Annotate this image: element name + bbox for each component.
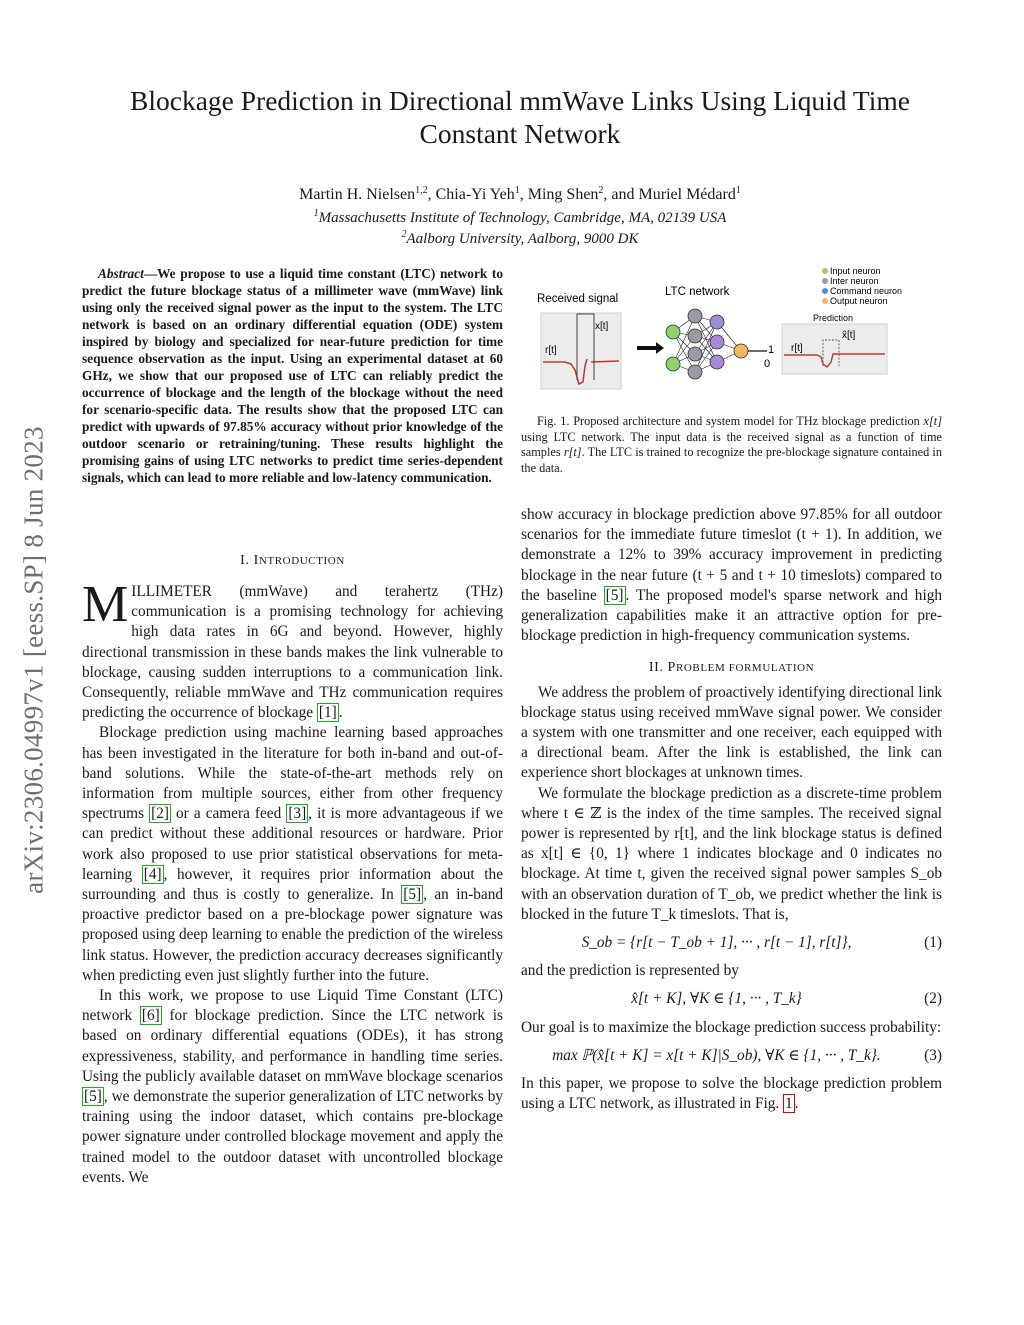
caption-text: using LTC network. The input data is the received signal as a function of time samples <box>521 429 942 459</box>
equation-body: x̂[t + K], ∀K ∈ {1, ··· , T_k} <box>631 990 802 1008</box>
author-affil-mark: 1 <box>514 185 520 196</box>
citation-link[interactable]: [2] <box>151 805 169 823</box>
abstract-text: —We propose to use a liquid time constant (LTC) network to predict the future blockage status of a millimeter wave (mmWave) link using only the received signal power as the input to the system. The LTC network is based on an ordinary differential equation (ODE) system inspired by biology and specialized for near-future prediction for time sequence observation as the input. Using an experimental dataset at 60 GHz, we show that our proposed use of LTC can reliably predict the occurrence of blockage and the length of the blockage without the need for scenario-specific data. The results show that the proposed LTC can predict with upwards of 97.85% accuracy without prior knowledge of the outdoor scenario or retraining/tuning. These results highlight the promising gains of using LTC networks to predict time series-dependent signals, which can lead to more reliable and low-latency communication. <box>82 266 503 485</box>
author-name: Martin H. Nielsen <box>299 186 416 203</box>
command-neuron <box>710 355 724 369</box>
section-heading-introduction <box>82 553 503 569</box>
paragraph-text: or a camera feed <box>170 805 287 823</box>
command-neuron <box>710 315 724 329</box>
command-neuron <box>710 335 724 349</box>
paragraph-text: , we demonstrate the superior generalization of LTC networks by training using the indoor dataset, which contains pre-blockage power signature under controlled blockage movement and apply the trained model to the outdoor dataset with uncontrolled blockage events. We <box>82 1088 503 1186</box>
affil-mark: 1 <box>313 208 319 219</box>
right-paragraph-6 <box>521 1074 942 1114</box>
ltc-network-label: LTC network <box>665 286 730 298</box>
author-name: Muriel Médard <box>638 186 736 203</box>
intro-paragraph-2 <box>82 723 503 986</box>
legend-command-neuron: Command neuron <box>830 286 903 296</box>
prediction-r-t-label: r[t] <box>791 343 803 354</box>
equation-number: (3) <box>924 1046 942 1064</box>
right-paragraph-4: and the prediction is represented by <box>521 962 739 980</box>
right-paragraph-1 <box>521 505 942 646</box>
inter-neuron <box>688 347 702 361</box>
received-signal-trace <box>591 361 619 362</box>
citation-link[interactable]: [4] <box>143 865 162 883</box>
legend-inter-neuron: Inter neuron <box>830 276 879 286</box>
drop-cap: M <box>82 576 129 633</box>
section-heading-initial: I <box>253 553 259 568</box>
section-number: I. <box>240 553 254 568</box>
paragraph-text: Blockage prediction using machine learning based approaches has been investigated in the literature for both in-band and out-of-band solutions. While the state-of-the-art methods rely on information from multiple sources, either from other frequency spectrums <box>82 724 503 823</box>
input-neuron <box>666 357 680 371</box>
left-column-body <box>82 576 504 1188</box>
inter-neuron <box>688 365 702 379</box>
inter-neuron-legend-dot <box>822 278 828 284</box>
section-heading-problem-formulation <box>521 658 942 678</box>
paragraph-text: show accuracy in blockage prediction above 97.85% for all outdoor scenarios for the immediate future timeslot (t + 1). In addition, we demonstrate a 12% to 39% accuracy improvement in predicting blockage in the near future (t + 5 and t + 10 timeslots) compared to the baseline <box>521 506 942 604</box>
prediction-label: Prediction <box>813 313 854 323</box>
citation-link[interactable]: [5] <box>605 586 624 604</box>
author-name: Chia-Yi Yeh <box>435 186 515 203</box>
input-neuron <box>666 325 680 339</box>
affiliation-text: Aalborg University, Aalborg, 9000 DK <box>406 231 639 247</box>
abstract-lead: Abstract <box>98 266 144 281</box>
intro-paragraph-3 <box>82 986 503 1188</box>
paragraph-text: , an in-band proactive predictor based on a pre-blockage power signature was proposed using deep learning to enable the prediction of the wireless link status. However, the prediction accuracy decreases significantly when predicting even just slightly further into the future. <box>82 886 504 984</box>
author-list: Martin H. Nielsen$^{1,2}$, Chia-Yi Yeh$^1$, Ming Shen$^2$, and Muriel Médard$^1$ <box>299 185 741 203</box>
r-t-label: r[t] <box>545 345 557 356</box>
paragraph-text: . <box>794 1095 799 1113</box>
network-connections <box>673 316 741 372</box>
received-signal-plot <box>541 313 621 389</box>
citation-link[interactable]: [6] <box>141 1007 160 1025</box>
equation-body: S_ob = {r[t − T_ob + 1], ··· , r[t − 1], r[t]}, <box>581 934 852 952</box>
affil-mark: 2 <box>401 229 407 240</box>
equation-3 <box>521 1046 942 1066</box>
section-heading-rest: NTRODUCTION <box>258 555 345 567</box>
x-t-label: x[t] <box>595 321 609 332</box>
x-hat-label: x̂[t] <box>842 330 856 341</box>
paragraph-text: . The proposed model's sparse network and high generalization capabilities make it an attractive option for pre-blockage prediction in high-frequency communication systems. <box>521 586 942 645</box>
paragraph-text: , however, it requires prior information about the surrounding and thus is costly to generalize. In <box>82 865 503 904</box>
legend-input-neuron: Input neuron <box>830 266 881 276</box>
paper-title <box>60 84 980 150</box>
paragraph-text: for blockage prediction. Since the LTC network is based on ordinary differential equations (ODEs), it has strong expressiveness, stability, and performance in handling time series. Using the publicly available dataset on mmWave blockage scenarios <box>82 1007 503 1085</box>
output-one-label: 1 <box>768 344 775 356</box>
section-heading-rest: FORMULATION <box>728 662 815 675</box>
affiliation-2 <box>60 224 980 250</box>
arxiv-side-stamp <box>14 360 54 960</box>
section-heading-rest: ROBLEM <box>675 662 729 675</box>
arxiv-identifier: arXiv:2306.04997v1 [eess.SP] 8 Jun 2023 <box>18 426 49 894</box>
equation-2 <box>521 989 942 1009</box>
title-line-1: Blockage Prediction in Directional mmWave Links Using Liquid Time <box>130 85 910 116</box>
input-arrow <box>637 342 664 354</box>
paragraph-text: ILLIMETER (mmWave) and terahertz (THz) communication is a promising technology for achieving high data rates in 6G and beyond. However, highly directional transmission in these bands makes the link vulnerable to blockage, causing sudden interruptions to a communication link. Consequently, reliable mmWave and THz communication requires predicting the occurrence of blockage <box>82 583 503 722</box>
figure-1-caption <box>521 414 942 476</box>
legend-output-neuron: Output neuron <box>830 296 888 306</box>
intro-paragraph-1 <box>82 576 503 723</box>
paragraph-text: . <box>338 704 343 722</box>
output-neuron-legend-dot <box>822 298 828 304</box>
paragraph-text: , it is more advantageous if we can predict without these additional resources or hardware. Prior work also proposed to use prior statistical observations for meta-learning <box>82 805 503 883</box>
author-affil-mark: 1,2 <box>415 185 428 196</box>
command-neuron-legend-dot <box>822 288 828 294</box>
title-line-2: Constant Network <box>419 118 621 149</box>
right-paragraph-3: We formulate the blockage prediction as a discrete-time problem where t ∈ ℤ is the index of the time samples. The received signal power is represented by r[t], and the link blockage status is defined as x[t] ∈ {0, 1} where 1 indicates blockage and 0 indicates no blockage. At time t, given the received signal power samples S_ob with an observation duration of T_ob, we predict whether the link is blocked in the future T_k timeslots. That is, <box>521 784 942 923</box>
equation-number: (1) <box>924 934 942 952</box>
right-paragraph-2: We address the problem of proactively identifying directional link blockage status using received mmWave signal power. We consider a system with one transmitter and one receiver, each equipped with a directional beam. After the link is established, the link can experience short blockages at unknown times. <box>521 683 943 782</box>
input-arrow-head <box>656 342 664 354</box>
citation-link[interactable]: [1] <box>318 704 337 722</box>
equation-body: max ℙ(x̂[t + K] = x[t + K]|S_ob), ∀K ∈ {1, ··· , T_k}. <box>552 1046 881 1064</box>
equation-number: (2) <box>924 990 942 1008</box>
author-affil-mark: 2 <box>598 185 604 196</box>
caption-label: Fig. 1. <box>537 414 570 428</box>
affiliation-text: Massachusetts Institute of Technology, Cambridge, MA, 02139 USA <box>318 210 727 226</box>
inter-neuron <box>688 329 702 343</box>
paragraph-text: In this work, we propose to use Liquid Time Constant (LTC) network <box>82 987 503 1025</box>
citation-link[interactable]: [3] <box>288 805 307 823</box>
citation-link[interactable]: [5] <box>403 886 422 904</box>
figure-legend <box>822 266 902 306</box>
figure-reference-link[interactable]: 1 <box>785 1095 793 1113</box>
prediction-plot <box>782 324 887 374</box>
citation-link[interactable]: [5] <box>84 1088 102 1106</box>
ltc-network-diagram <box>666 309 774 379</box>
author-name: Ming Shen <box>527 186 599 203</box>
right-column-body <box>521 505 942 1114</box>
author-affil-mark: 1 <box>735 185 741 196</box>
received-signal-label: Received signal <box>537 293 619 305</box>
inter-neuron <box>688 309 702 323</box>
section-number: II. <box>648 660 668 676</box>
abstract <box>82 265 503 486</box>
equation-1 <box>521 933 942 953</box>
caption-math: r[t] <box>563 445 582 459</box>
section-heading-initial: P <box>667 660 676 676</box>
right-paragraph-5: Our goal is to maximize the blockage prediction success probability: <box>521 1018 942 1036</box>
output-neuron <box>734 344 748 358</box>
input-neuron-legend-dot <box>822 268 828 274</box>
caption-text: Proposed architecture and system model for THz blockage prediction <box>573 414 924 428</box>
caption-text: . The LTC is trained to recognize the pre-blockage signature contained in the data. <box>521 445 942 475</box>
output-zero-label: 0 <box>764 358 771 370</box>
paragraph-text: In this paper, we propose to solve the blockage prediction problem using a LTC network, as illustrated in Fig. <box>521 1075 942 1113</box>
caption-math: x[t] <box>923 414 942 428</box>
figure-1-architecture <box>521 258 942 398</box>
